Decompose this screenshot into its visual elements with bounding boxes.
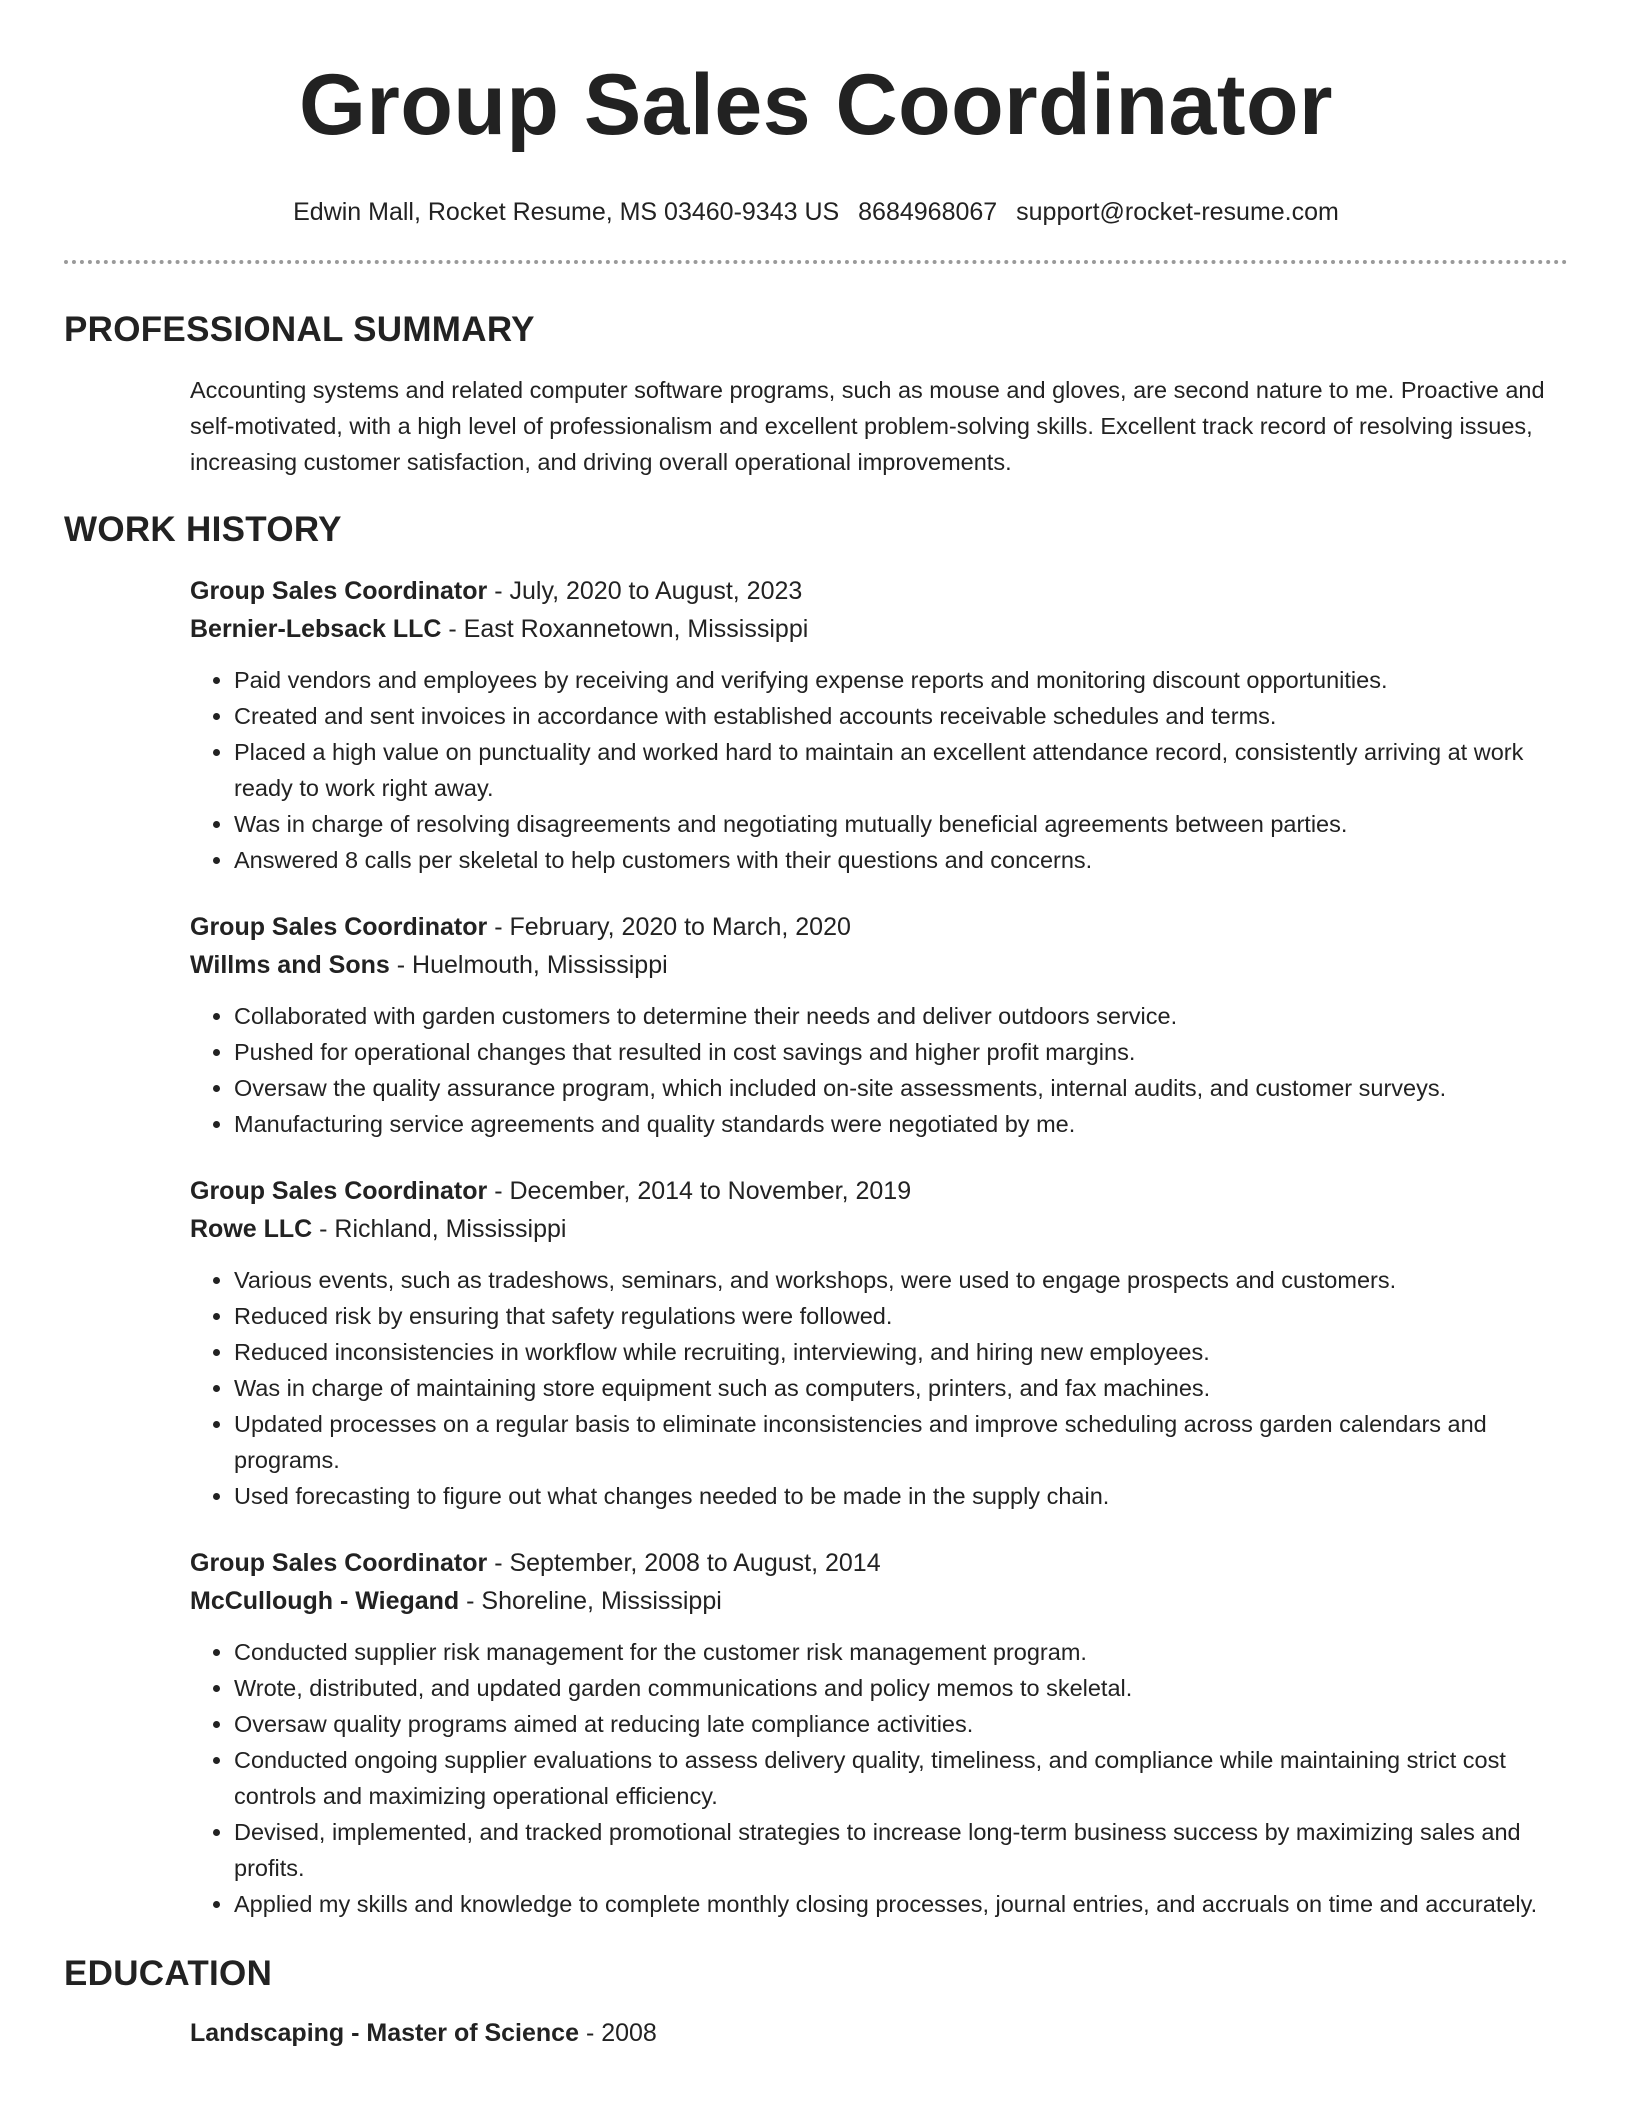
job-bullet: • Reduced inconsistencies in workflow while recruiting, interviewing, and hiring new employees. [234,1334,1568,1370]
job-dates: - July, 2020 to August, 2023 [487,577,803,605]
job-company: Rowe LLC [190,1215,313,1243]
job-company-line [190,610,1568,648]
resume-name: Group Sales Coordinator [298,57,1334,153]
job-dates: - December, 2014 to November, 2019 [487,1177,912,1205]
job-bullet: • Manufacturing service agreements and quality standards were negotiated by me. [234,1106,1568,1142]
contact-email: support@rocket-resume.com [1016,198,1339,226]
job-location: - Huelmouth, Mississippi [389,951,668,979]
section-title-summary: PROFESSIONAL SUMMARY [64,310,535,349]
job-bullet: • Created and sent invoices in accordance with established accounts receivable schedules and terms. [234,698,1568,734]
job-bullet: • Various events, such as tradeshows, seminars, and workshops, were used to engage prospects and customers. [234,1262,1568,1298]
contact-address: Edwin Mall, Rocket Resume, MS 03460-9343 US [293,198,840,226]
job-role-line [190,572,1568,610]
job-company-line [190,1210,1568,1248]
job-bullet: • Conducted supplier risk management for the customer risk management program. [234,1634,1568,1670]
job-bullets [190,662,1568,878]
job-role: Group Sales Coordinator [190,577,488,605]
job-entry [190,1172,1568,1514]
job-entry [190,908,1568,1142]
job-entry [190,1544,1568,1922]
job-spacer [190,1514,1568,1544]
job-spacer [190,1142,1568,1172]
job-dates: - September, 2008 to August, 2014 [487,1549,881,1577]
job-bullets [190,998,1568,1142]
job-bullet: • Oversaw the quality assurance program, which included on-site assessments, internal audits, and customer surveys. [234,1070,1568,1106]
job-bullet: • Was in charge of resolving disagreements and negotiating mutually beneficial agreements between parties. [234,806,1568,842]
job-bullet: • Reduced risk by ensuring that safety regulations were followed. [234,1298,1568,1334]
section-title-work-history: WORK HISTORY [64,510,342,549]
education-entry [190,2014,1568,2052]
education-year: - 2008 [579,2019,657,2047]
header-divider [64,260,1568,264]
job-bullet: • Wrote, distributed, and updated garden communications and policy memos to skeletal. [234,1670,1568,1706]
job-bullet: • Conducted ongoing supplier evaluations to assess delivery quality, timeliness, and compliance while maintaining strict cost controls and maximizing operational efficiency. [234,1742,1568,1814]
education-list [190,2014,1568,2052]
work-history-list [190,572,1568,1922]
contact-line [64,196,1568,228]
job-bullets [190,1262,1568,1514]
job-bullets [190,1634,1568,1922]
job-role-line [190,908,1568,946]
job-company: McCullough - Wiegand [190,1587,460,1615]
job-location: - Shoreline, Mississippi [459,1587,722,1615]
job-company-line [190,1582,1568,1620]
job-bullet: • Answered 8 calls per skeletal to help customers with their questions and concerns. [234,842,1568,878]
section-title-education: EDUCATION [64,1954,273,1993]
job-bullet: • Applied my skills and knowledge to complete monthly closing processes, journal entries, and accruals on time and accurately. [234,1886,1568,1922]
education-degree: Landscaping - Master of Science [190,2019,579,2047]
job-role-line [190,1172,1568,1210]
job-bullet: • Paid vendors and employees by receiving and verifying expense reports and monitoring discount opportunities. [234,662,1568,698]
job-bullet: • Collaborated with garden customers to determine their needs and deliver outdoors service. [234,998,1568,1034]
job-role: Group Sales Coordinator [190,1549,488,1577]
job-role: Group Sales Coordinator [190,913,488,941]
job-bullet: • Updated processes on a regular basis to eliminate inconsistencies and improve scheduling across garden calendars and programs. [234,1406,1568,1478]
job-company: Willms and Sons [190,951,390,979]
job-entry [190,572,1568,878]
job-bullet: • Devised, implemented, and tracked promotional strategies to increase long-term business success by maximizing sales and profits. [234,1814,1568,1886]
job-role-line [190,1544,1568,1582]
job-bullet: • Placed a high value on punctuality and worked hard to maintain an excellent attendance record, consistently arriving at work ready to work right away. [234,734,1568,806]
contact-phone: 8684968067 [858,198,998,226]
summary-text: Accounting systems and related computer software programs, such as mouse and gloves, are second nature to me. Proactive and self-motivated, with a high level of professionalism and excellent problem-solving skills. Excellent track record of resolving issues, increasing customer satisfaction, and driving overall operational improvements. [190,377,1545,475]
job-role: Group Sales Coordinator [190,1177,488,1205]
job-bullet: • Pushed for operational changes that resulted in cost savings and higher profit margins. [234,1034,1568,1070]
job-location: - Richland, Mississippi [312,1215,567,1243]
job-bullet: • Oversaw quality programs aimed at reducing late compliance activities. [234,1706,1568,1742]
job-dates: - February, 2020 to March, 2020 [487,913,851,941]
job-location: - East Roxannetown, Mississippi [441,615,809,643]
job-bullet: • Used forecasting to figure out what changes needed to be made in the supply chain. [234,1478,1568,1514]
job-company: Bernier-Lebsack LLC [190,615,442,643]
job-spacer [190,878,1568,908]
job-company-line [190,946,1568,984]
job-bullet: • Was in charge of maintaining store equipment such as computers, printers, and fax machines. [234,1370,1568,1406]
